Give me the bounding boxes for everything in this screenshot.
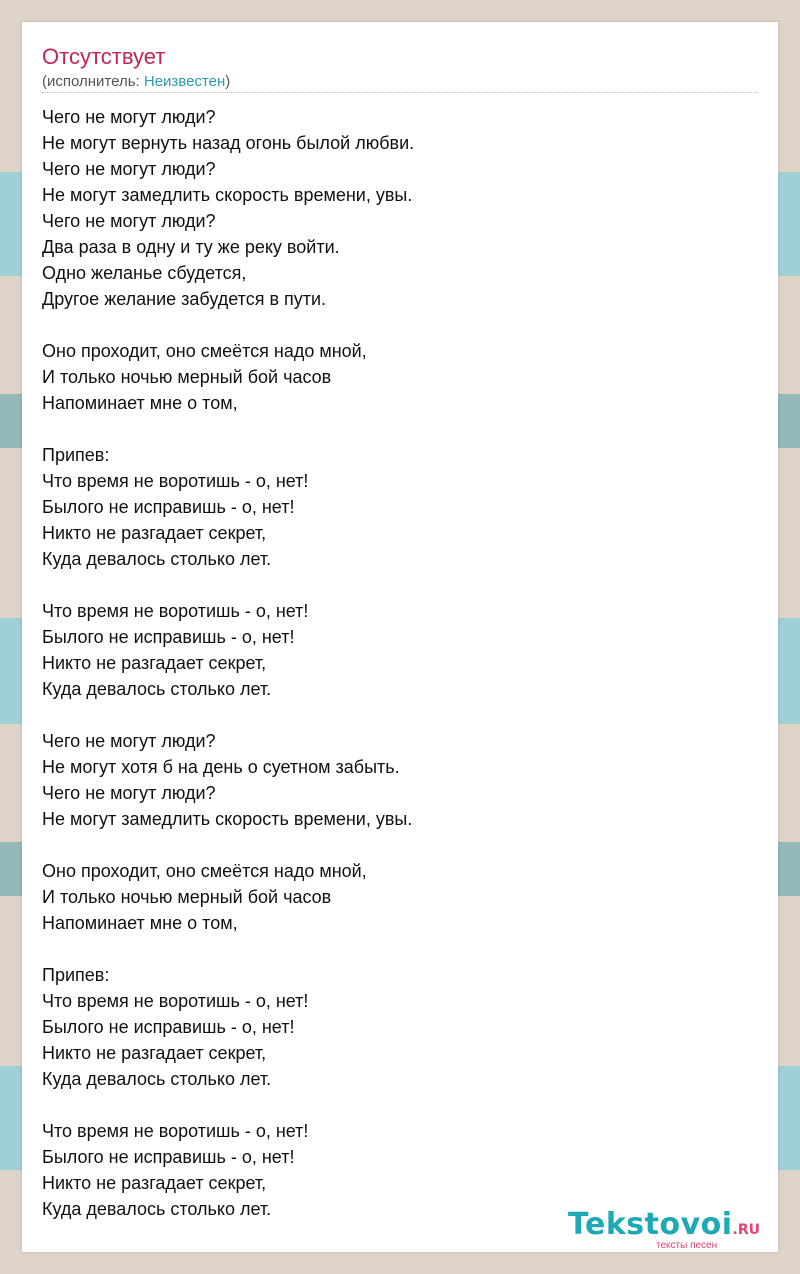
lyric-line: Что время не воротишь - о, нет! bbox=[42, 1121, 309, 1141]
artist-prefix: (исполнитель: bbox=[42, 73, 144, 90]
lyrics-text bbox=[42, 104, 414, 1222]
lyric-line: Напоминает мне о том, bbox=[42, 913, 238, 933]
lyric-line: Куда девалось столько лет. bbox=[42, 549, 272, 569]
lyric-line: Куда девалось столько лет. bbox=[42, 1069, 272, 1089]
lyric-line: И только ночью мерный бой часов bbox=[42, 887, 332, 907]
lyric-line: Былого не исправишь - о, нет! bbox=[42, 1017, 295, 1037]
lyric-line: Не могут хотя б на день о суетном забыть. bbox=[42, 757, 400, 777]
artist-suffix: ) bbox=[225, 73, 231, 90]
lyric-line: Другое желание забудется в пути. bbox=[42, 289, 327, 309]
logo-tld: .RU bbox=[732, 1222, 761, 1238]
site-logo[interactable] bbox=[568, 1207, 778, 1251]
lyric-line: Куда девалось столько лет. bbox=[42, 679, 272, 699]
lyric-line: Куда девалось столько лет. bbox=[42, 1199, 272, 1219]
lyric-line: Не могут замедлить скорость времени, увы. bbox=[42, 809, 413, 829]
lyric-line: Никто не разгадает секрет, bbox=[42, 1173, 267, 1193]
lyric-line bbox=[42, 702, 414, 728]
artist-link[interactable]: Неизвестен bbox=[143, 73, 226, 90]
lyric-line bbox=[42, 1092, 414, 1118]
lyric-line: Никто не разгадает секрет, bbox=[42, 1043, 267, 1063]
lyric-line: Что время не воротишь - о, нет! bbox=[42, 471, 309, 491]
lyric-line bbox=[42, 572, 414, 598]
lyric-line bbox=[42, 832, 414, 858]
lyric-line: Чего не могут люди? bbox=[42, 211, 216, 231]
lyric-line bbox=[42, 416, 414, 442]
lyric-line: Чего не могут люди? bbox=[42, 731, 216, 751]
lyric-line: И только ночью мерный бой часов bbox=[42, 367, 332, 387]
lyric-line: Одно желанье сбудется, bbox=[42, 263, 247, 283]
lyric-line: Чего не могут люди? bbox=[42, 107, 216, 127]
lyric-line: Что время не воротишь - о, нет! bbox=[42, 991, 309, 1011]
title-divider bbox=[42, 92, 758, 93]
lyric-line: Былого не исправишь - о, нет! bbox=[42, 627, 295, 647]
lyric-line: Былого не исправишь - о, нет! bbox=[42, 1147, 295, 1167]
logo-brand-text: Tekstovoi bbox=[568, 1207, 733, 1242]
lyrics-card bbox=[22, 22, 778, 1252]
lyric-line: Припев: bbox=[42, 965, 110, 985]
lyric-line: Оно проходит, оно смеётся надо мной, bbox=[42, 861, 367, 881]
song-title: Отсутствует bbox=[42, 44, 166, 69]
logo-tagline: тексты песен bbox=[656, 1240, 718, 1251]
artist-line bbox=[42, 73, 230, 91]
lyric-line: Никто не разгадает секрет, bbox=[42, 523, 267, 543]
lyric-line: Чего не могут люди? bbox=[42, 159, 216, 179]
lyric-line: Былого не исправишь - о, нет! bbox=[42, 497, 295, 517]
lyric-line: Припев: bbox=[42, 445, 110, 465]
lyric-line: Оно проходит, оно смеётся надо мной, bbox=[42, 341, 367, 361]
lyric-line: Напоминает мне о том, bbox=[42, 393, 238, 413]
lyric-line: Чего не могут люди? bbox=[42, 783, 216, 803]
lyric-line: Два раза в одну и ту же реку войти. bbox=[42, 237, 340, 257]
lyric-line bbox=[42, 312, 414, 338]
lyric-line bbox=[42, 936, 414, 962]
lyric-line: Никто не разгадает секрет, bbox=[42, 653, 267, 673]
lyric-line: Не могут вернуть назад огонь былой любви. bbox=[42, 133, 415, 153]
lyric-line: Что время не воротишь - о, нет! bbox=[42, 601, 309, 621]
lyric-line: Не могут замедлить скорость времени, увы. bbox=[42, 185, 413, 205]
